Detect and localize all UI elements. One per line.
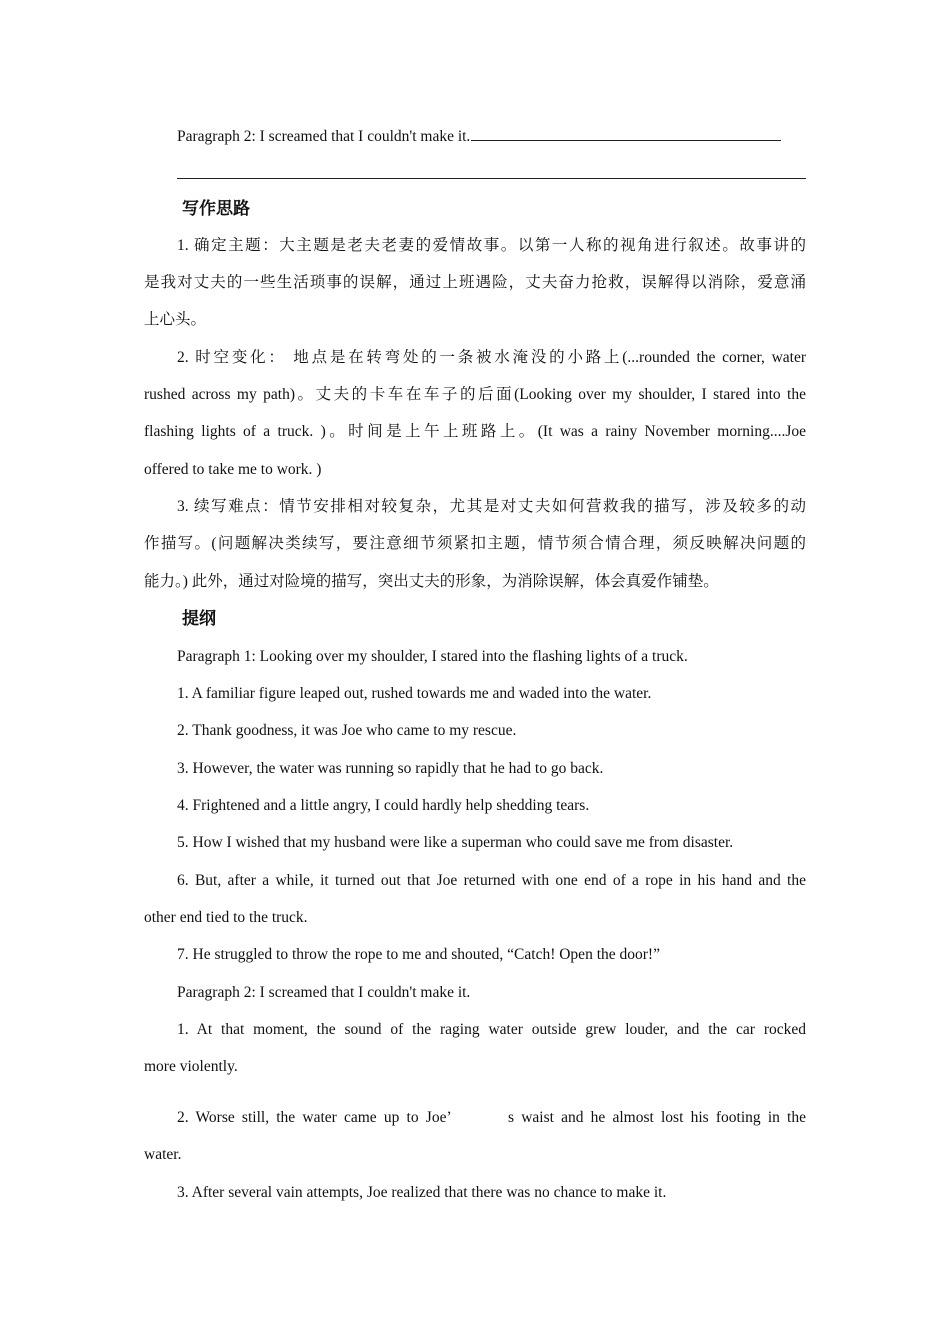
approach-point-3-line-1: 3. 续写难点：情节安排相对较复杂，尤其是对丈夫如何营救我的描写，涉及较多的动 — [177, 498, 806, 515]
approach-point-2-line-3: flashing lights of a truck. )。时间是上午上班路上。(It was a rainy November morning....Joe — [144, 423, 806, 440]
answer-blank-inline — [471, 126, 781, 141]
approach-point-3-line-3: 能力。) 此外，通过对险境的描写，突出丈夫的形象，为消除误解，体会真爱作铺垫。 — [144, 573, 719, 590]
approach-point-1-line-2: 是我对丈夫的一些生活琐事的误解，通过上班遇险，丈夫奋力抢救，误解得以消除，爱意涌 — [144, 274, 806, 291]
outline-p2-item-3: 3. After several vain attempts, Joe realized that there was no chance to make it. — [177, 1184, 667, 1201]
outline-item: 5. How I wished that my husband were like a superman who could save me from disaster. — [177, 834, 734, 851]
answer-blank-line — [177, 178, 806, 179]
approach-point-1-line-1: 1. 确定主题：大主题是老夫老妻的爱情故事。以第一人称的视角进行叙述。故事讲的 — [177, 237, 806, 254]
outline-p2-item-1-line-2: more violently. — [144, 1058, 238, 1075]
approach-point-2-line-1: 2. 时空变化： 地点是在转弯处的一条被水淹没的小路上(...rounded the corner, water — [177, 349, 806, 366]
outline-item: 2. Thank goodness, it was Joe who came to my rescue. — [177, 722, 517, 739]
outline-item-6-line-2: other end tied to the truck. — [144, 909, 308, 926]
outline-paragraph-1-label: Paragraph 1: Looking over my shoulder, I stared into the flashing lights of a truck. — [177, 648, 688, 665]
outline-p2-item-1-line-1: 1. At that moment, the sound of the raging water outside grew louder, and the car rocked — [177, 1021, 806, 1038]
outline-paragraph-2-label: Paragraph 2: I screamed that I couldn't make it. — [177, 984, 471, 1001]
outline-item: 1. A familiar figure leaped out, rushed towards me and waded into the water. — [177, 685, 652, 702]
outline-item: 3. However, the water was running so rapidly that he had to go back. — [177, 760, 604, 777]
approach-point-2-line-4: offered to take me to work. ) — [144, 461, 322, 478]
outline-p2-item-2-line-1: 2. Worse still, the water came up to Joe’ s waist and he almost lost his footing in the — [177, 1109, 806, 1126]
approach-point-1-line-3: 上心头。 — [144, 311, 207, 328]
outline-item-6-line-1: 6. But, after a while, it turned out that Joe returned with one end of a rope in his hand and the — [177, 872, 806, 889]
outline-p2-item-2-line-2: water. — [144, 1146, 182, 1163]
approach-point-2-line-2: rushed across my path)。丈夫的卡车在车子的后面(Looking over my shoulder, I stared into the — [144, 386, 806, 403]
section-heading-outline: 提纲 — [182, 609, 216, 629]
outline-item: 4. Frightened and a little angry, I could hardly help shedding tears. — [177, 797, 590, 814]
section-heading-writing-approach: 写作思路 — [182, 199, 250, 219]
writing-prompt-paragraph-2 — [177, 126, 781, 147]
outline-item-7: 7. He struggled to throw the rope to me and shouted, “Catch! Open the door!” — [177, 946, 660, 963]
prompt-label: Paragraph 2: I screamed that I couldn't make it. — [177, 128, 471, 145]
approach-point-3-line-2: 作描写。(问题解决类续写，要注意细节须紧扣主题，情节须合情合理，须反映解决问题的 — [144, 535, 806, 552]
